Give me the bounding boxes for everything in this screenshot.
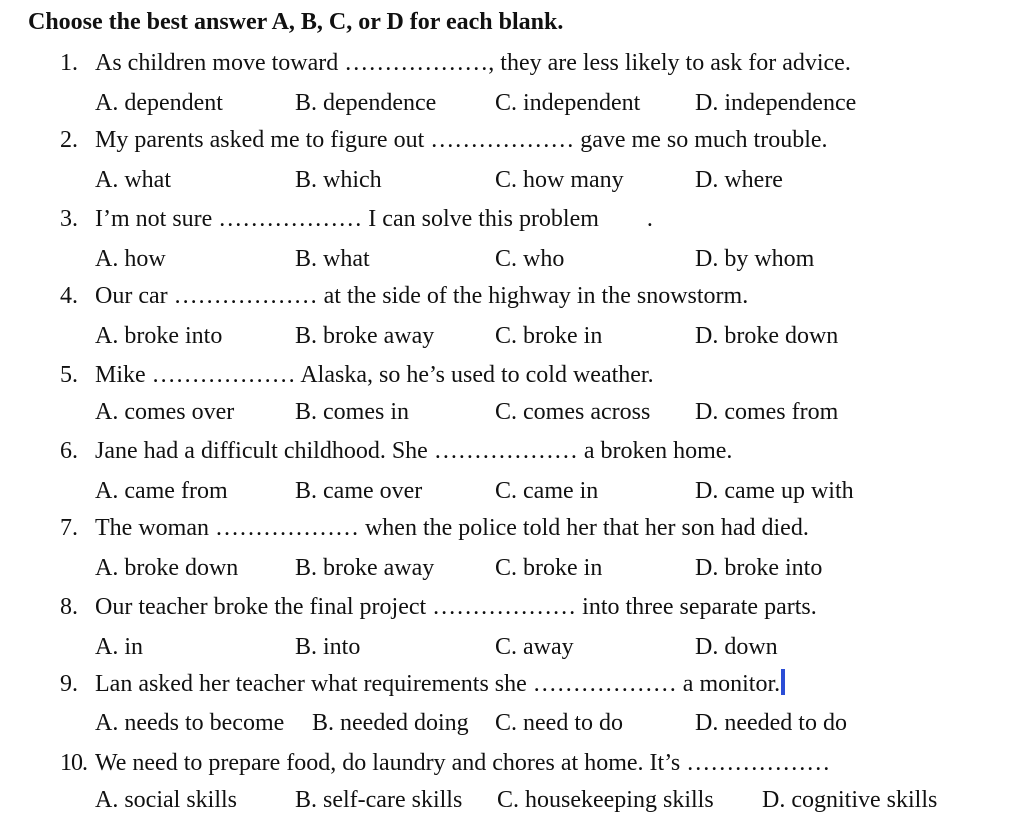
question-number: 9. [60, 671, 78, 697]
option-d[interactable]: D. broke into [695, 555, 823, 581]
option-b[interactable]: B. came over [295, 478, 423, 504]
option-b[interactable]: B. broke away [295, 323, 435, 349]
option-d[interactable]: D. needed to do [695, 710, 847, 736]
option-c[interactable]: C. came in [495, 478, 599, 504]
option-a[interactable]: A. dependent [95, 90, 223, 116]
question-number: 1. [60, 50, 78, 76]
question-number: 10. [60, 750, 87, 776]
question-6 [60, 434, 732, 468]
question-text: The woman ……………… when the police told her that her son had died. [95, 515, 809, 541]
option-c[interactable]: C. need to do [495, 710, 623, 736]
option-b[interactable]: B. comes in [295, 399, 409, 425]
option-a[interactable]: A. social skills [95, 787, 237, 813]
option-a[interactable]: A. broke into [95, 323, 223, 349]
question-1 [60, 46, 851, 80]
question-text: Jane had a difficult childhood. She ……………… a broken home. [95, 438, 733, 464]
option-d[interactable]: D. came up with [695, 478, 854, 504]
option-a[interactable]: A. in [95, 634, 143, 660]
question-number: 6. [60, 438, 78, 464]
question-4 [60, 279, 748, 313]
option-c[interactable]: C. housekeeping skills [497, 787, 714, 813]
option-d[interactable]: D. down [695, 634, 778, 660]
option-b[interactable]: B. broke away [295, 555, 435, 581]
question-number: 4. [60, 283, 78, 309]
option-a[interactable]: A. needs to become [95, 710, 285, 736]
option-d[interactable]: D. comes from [695, 399, 839, 425]
option-d[interactable]: D. by whom [695, 246, 815, 272]
question-number: 8. [60, 594, 78, 620]
option-b[interactable]: B. what [295, 246, 370, 272]
question-5 [60, 358, 654, 392]
option-b[interactable]: B. dependence [295, 90, 437, 116]
option-c[interactable]: C. broke in [495, 555, 603, 581]
question-number: 5. [60, 362, 78, 388]
question-number: 7. [60, 515, 78, 541]
option-c[interactable]: C. away [495, 634, 574, 660]
option-a[interactable]: A. broke down [95, 555, 239, 581]
text-cursor [781, 669, 785, 695]
question-2 [60, 123, 828, 157]
option-a[interactable]: A. comes over [95, 399, 235, 425]
option-d[interactable]: D. broke down [695, 323, 839, 349]
option-c[interactable]: C. who [495, 246, 565, 272]
option-c[interactable]: C. comes across [495, 399, 651, 425]
option-a[interactable]: A. came from [95, 478, 228, 504]
option-b[interactable]: B. which [295, 167, 382, 193]
option-a[interactable]: A. how [95, 246, 166, 272]
option-d[interactable]: D. independence [695, 90, 857, 116]
question-text: As children move toward ………………, they are less likely to ask for advice. [95, 50, 851, 76]
option-d[interactable]: D. where [695, 167, 783, 193]
page-title: Choose the best answer A, B, C, or D for each blank. [28, 9, 564, 35]
option-c[interactable]: C. independent [495, 90, 641, 116]
question-10 [60, 746, 830, 780]
option-a[interactable]: A. what [95, 167, 171, 193]
option-c[interactable]: C. broke in [495, 323, 603, 349]
question-text: Mike ……………… Alaska, so he’s used to cold weather. [95, 362, 654, 388]
question-number: 2. [60, 127, 78, 153]
option-b[interactable]: B. into [295, 634, 361, 660]
option-b[interactable]: B. needed doing [312, 710, 469, 736]
question-9 [60, 667, 785, 701]
question-7 [60, 511, 809, 545]
question-number: 3. [60, 206, 78, 232]
question-8 [60, 590, 817, 624]
option-c[interactable]: C. how many [495, 167, 624, 193]
option-b[interactable]: B. self-care skills [295, 787, 463, 813]
option-d[interactable]: D. cognitive skills [762, 787, 938, 813]
question-text: My parents asked me to figure out ……………… gave me so much trouble. [95, 127, 828, 153]
question-text: Our car ……………… at the side of the highway in the snowstorm. [95, 283, 749, 309]
question-text: Lan asked her teacher what requirements she ……………… a monitor. [95, 671, 781, 697]
question-text: We need to prepare food, do laundry and chores at home. It’s ……………… [95, 750, 831, 776]
question-3 [60, 202, 653, 236]
question-text: I’m not sure ……………… I can solve this problem . [95, 206, 653, 232]
question-text: Our teacher broke the final project ……………… into three separate parts. [95, 594, 817, 620]
